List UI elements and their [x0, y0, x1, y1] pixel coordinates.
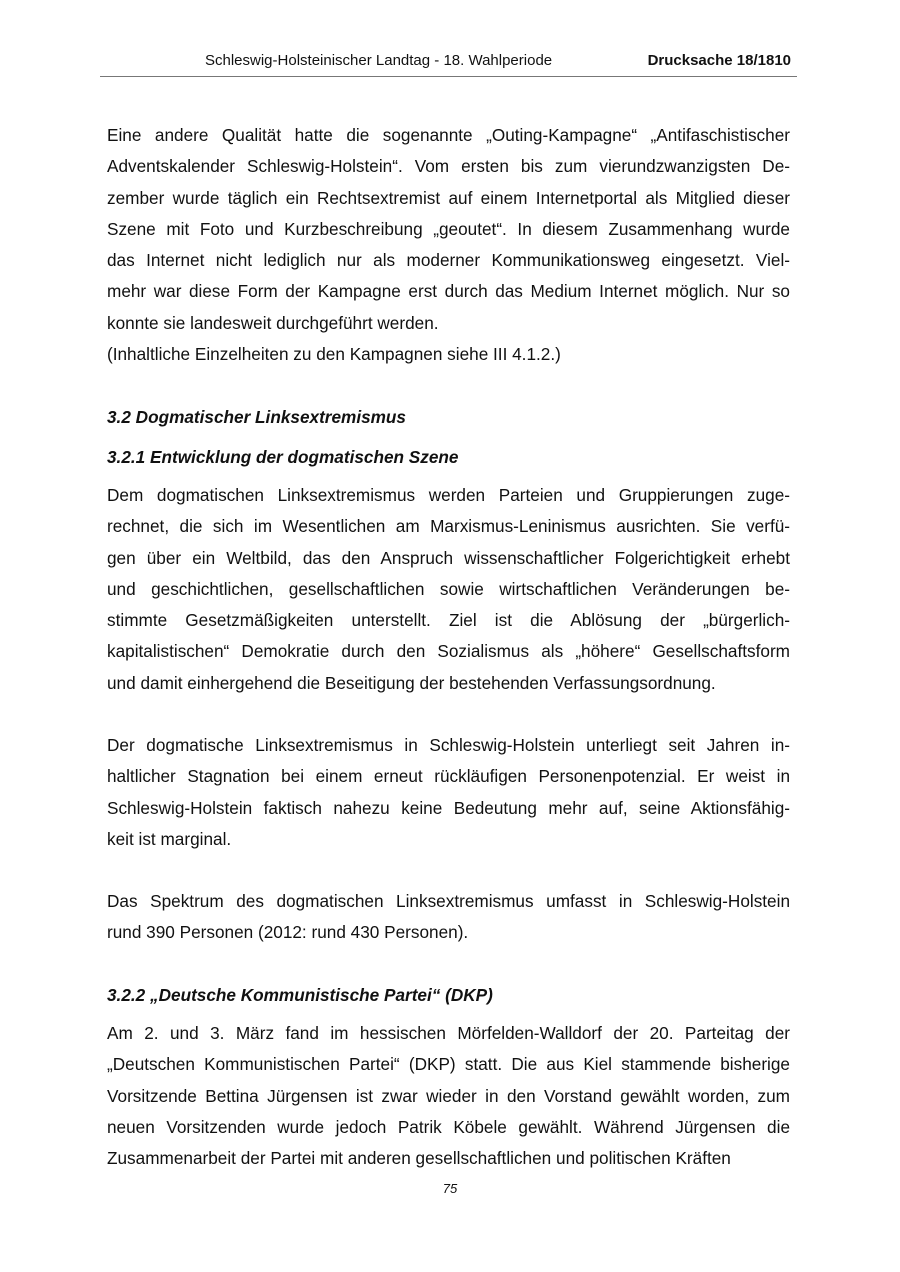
text-line: (Inhaltliche Einzelheiten zu den Kampagnen siehe III 4.1.2.) [107, 344, 561, 364]
page-number: 75 [442, 1181, 458, 1196]
header-doc-number: Drucksache 18/1810 [647, 52, 791, 69]
text-line: Vorsitzende Bettina Jürgensen ist zwar wieder in den Vorstand gewählt worden, zum [107, 1085, 790, 1106]
text-line: gen über ein Weltbild, das den Anspruch wissenschaftlicher Folgerichtigkeit erhebt [107, 547, 790, 568]
text-line: „Deutschen Kommunistischen Partei“ (DKP) statt. Die aus Kiel stammende bisherige [107, 1054, 790, 1075]
text-line: rechnet, die sich im Wesentlichen am Marxismus-Leninismus ausrichten. Sie verfü- [107, 516, 790, 537]
text-line: haltlicher Stagnation bei einem erneut rückläufigen Personenpotenzial. Er weist in [107, 766, 790, 787]
text-line: Eine andere Qualität hatte die sogenannte „Outing-Kampagne“ „Antifaschistischer [107, 125, 790, 145]
heading-3-2-2: 3.2.2 „Deutsche Kommunistische Partei“ (DKP) [107, 985, 493, 1005]
text-line: mehr war diese Form der Kampagne erst durch das Medium Internet möglich. Nur so [107, 281, 790, 302]
paragraph-outing-campaign [107, 120, 790, 339]
header-title: Schleswig-Holsteinischer Landtag - 18. Wahlperiode [205, 52, 553, 69]
text-line: Dem dogmatischen Linksextremismus werden Parteien und Gruppierungen zuge- [107, 485, 790, 505]
heading-3-2: 3.2 Dogmatischer Linksextremismus [107, 407, 406, 427]
paragraph-note [107, 339, 790, 370]
text-line: Der dogmatische Linksextremismus in Schleswig-Holstein unterliegt seit Jahren in- [107, 735, 790, 755]
text-line: und geschichtlichen, gesellschaftlichen sowie wirtschaftlichen Veränderungen be- [107, 578, 790, 599]
paragraph-dogmatic-definition [107, 480, 790, 699]
text-line: neuen Vorsitzenden wurde jedoch Patrik Köbele gewählt. Während Jürgensen die [107, 1116, 790, 1137]
text-line: rund 390 Personen (2012: rund 430 Personen). [107, 922, 469, 943]
paragraph-dkp [107, 1018, 790, 1174]
text-line: Adventskalender Schleswig-Holstein“. Vom ersten bis zum vierundzwanzigsten De- [107, 156, 790, 177]
text-line: keit ist marginal. [107, 828, 232, 849]
text-line: Schleswig-Holstein faktisch nahezu keine Bedeutung mehr auf, seine Aktionsfähig- [107, 797, 790, 818]
text-line: das Internet nicht lediglich nur als moderner Kommunikationsweg eingesetzt. Viel- [107, 250, 790, 271]
text-line: stimmte Gesetzmäßigkeiten unterstellt. Ziel ist die Ablösung der „bürgerlich- [107, 610, 790, 631]
text-line: kapitalistischen“ Demokratie durch den Sozialismus als „höhere“ Gesellschaftsform [107, 641, 790, 662]
text-line: Am 2. und 3. März fand im hessischen Mörfelden-Walldorf der 20. Parteitag der [107, 1023, 790, 1043]
paragraph-stagnation [107, 730, 790, 855]
text-line: Zusammenarbeit der Partei mit anderen gesellschaftlichen und politischen Kräften [107, 1148, 731, 1169]
text-line: zember wurde täglich ein Rechtsextremist auf einem Internetportal als Mitglied dieser [107, 187, 790, 208]
text-line: Das Spektrum des dogmatischen Linksextremismus umfasst in Schleswig-Holstein [107, 891, 790, 911]
paragraph-spectrum [107, 886, 790, 949]
text-line: konnte sie landesweit durchgeführt werden. [107, 312, 439, 333]
text-line: Szene mit Foto und Kurzbeschreibung „geoutet“. In diesem Zusammenhang wurde [107, 218, 790, 239]
page-header [100, 52, 797, 77]
text-line: und damit einhergehend die Beseitigung der bestehenden Verfassungsordnung. [107, 672, 716, 693]
heading-3-2-1: 3.2.1 Entwicklung der dogmatischen Szene [107, 447, 459, 467]
